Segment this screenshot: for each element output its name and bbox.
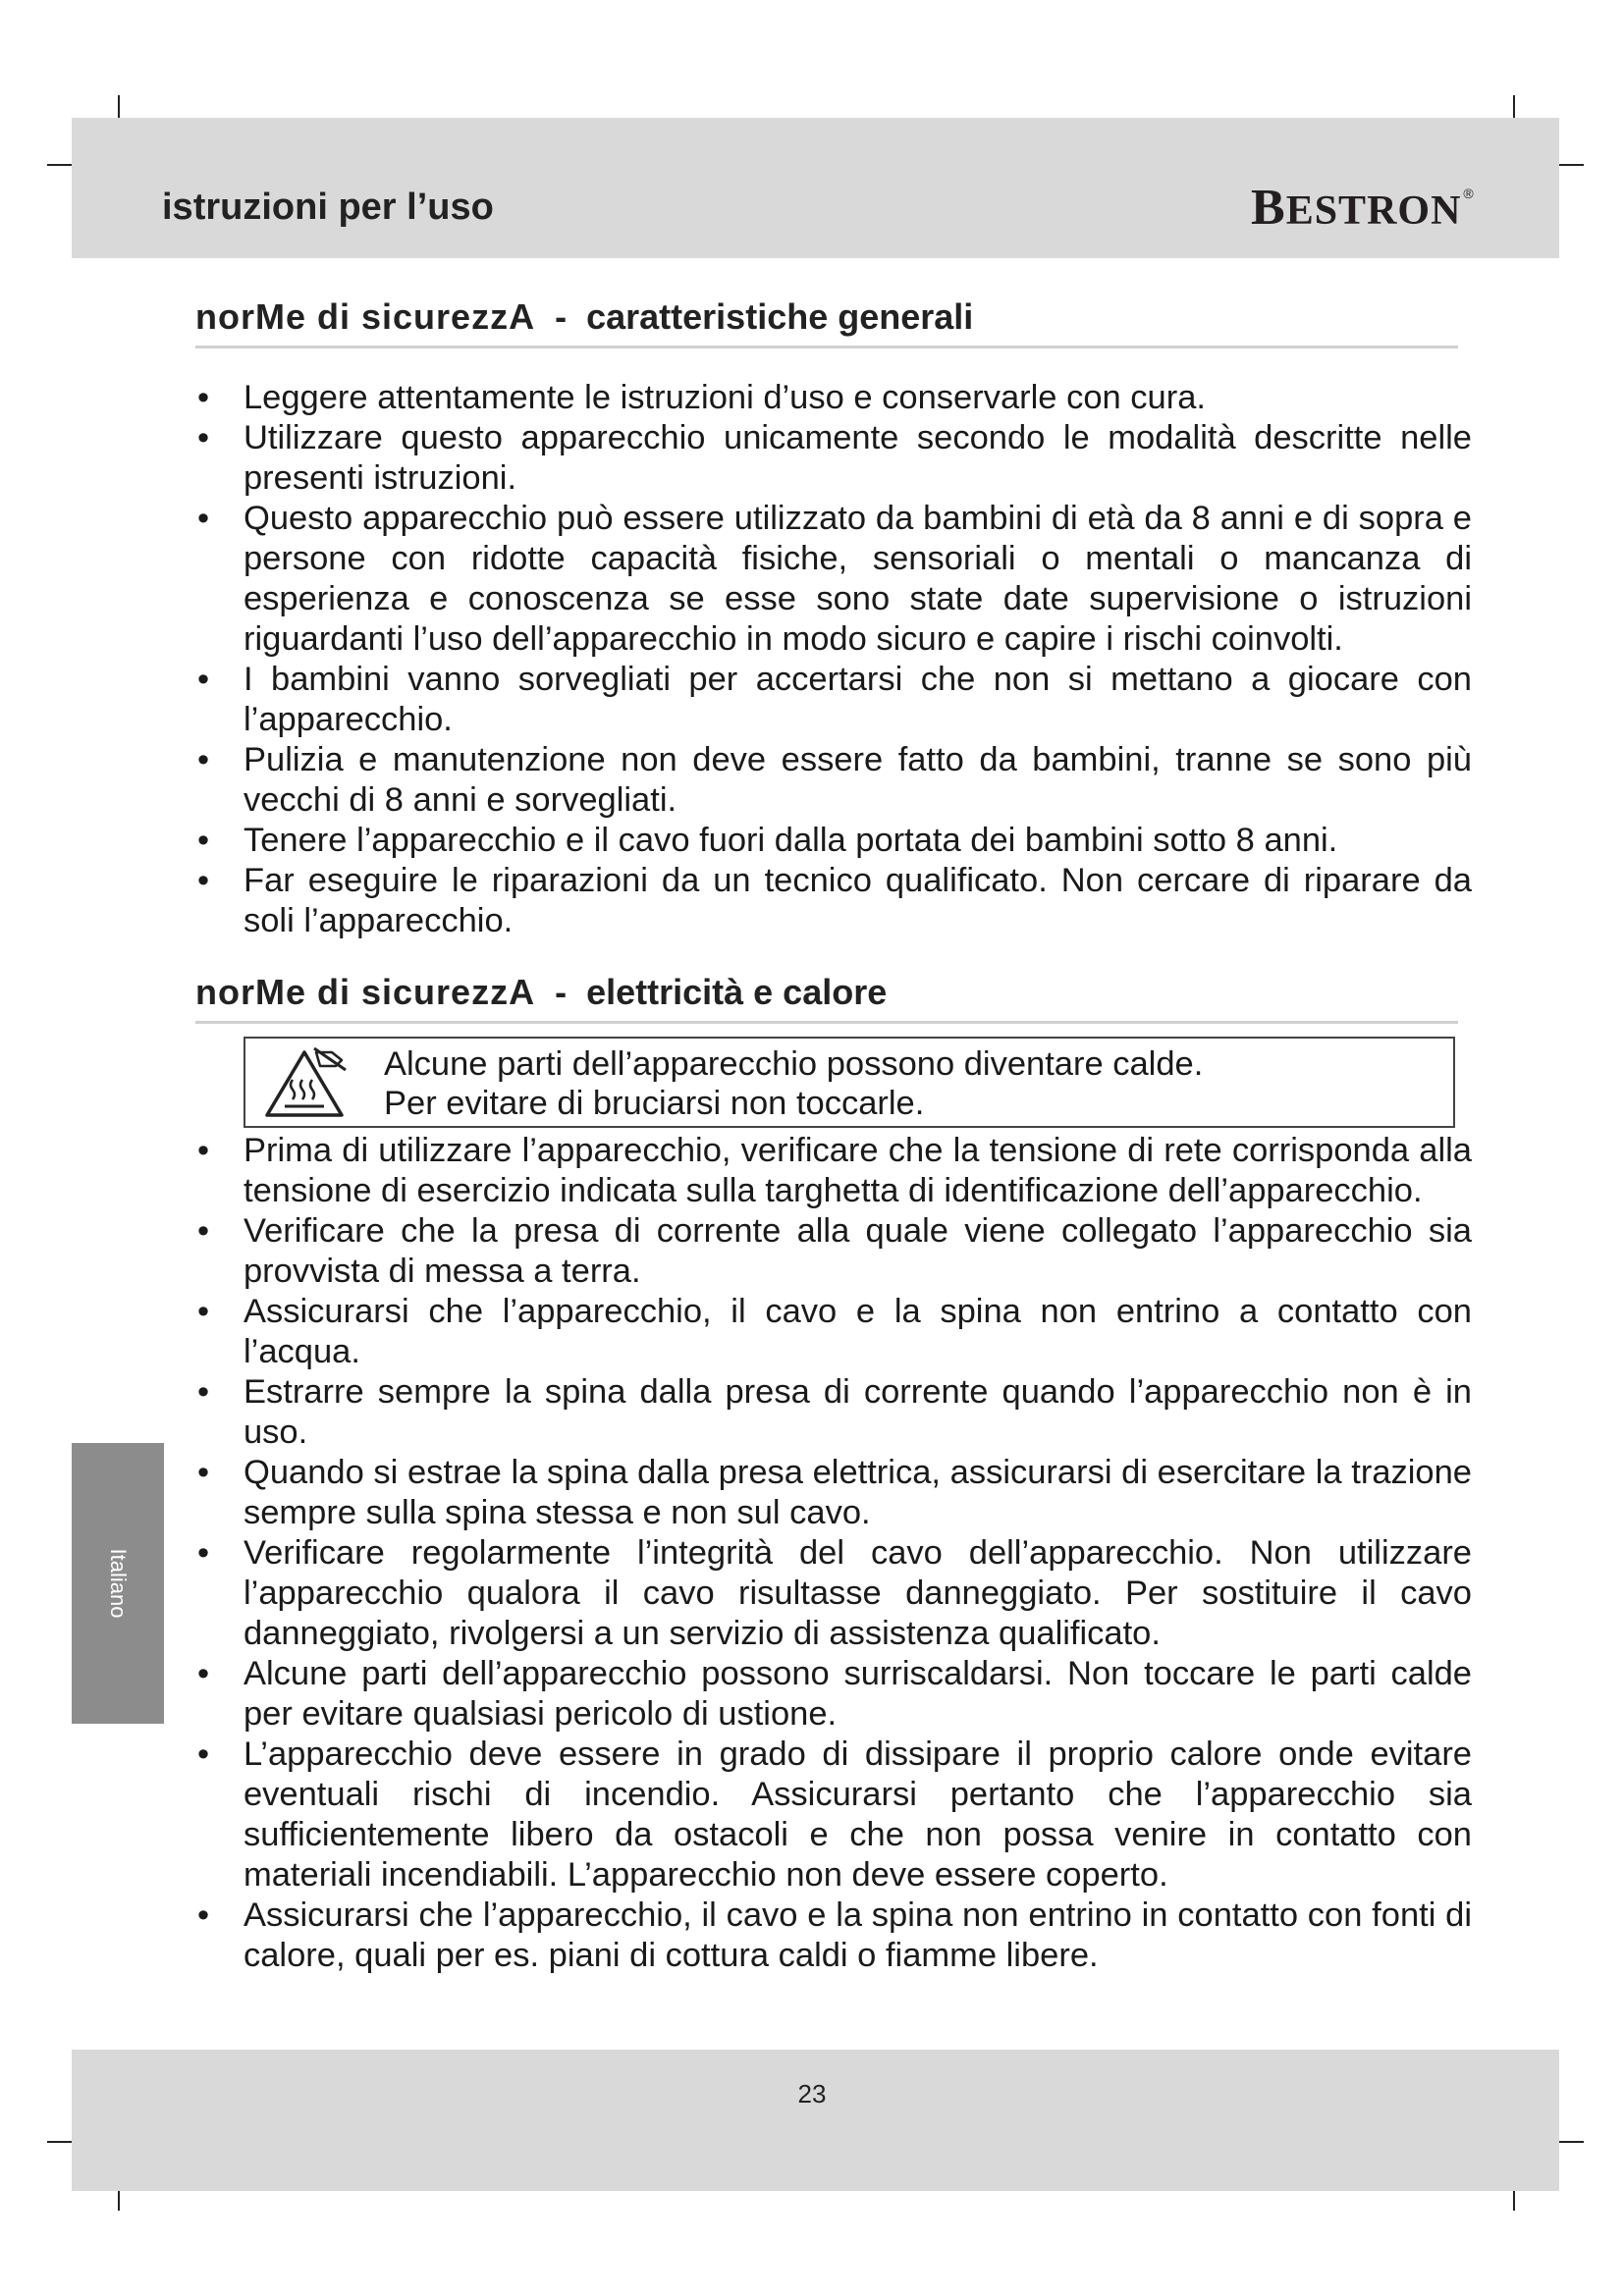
list-item: • Far eseguire le riparazioni da un tecnico qualificato. Non cercare di riparare da soli l’apparecchio. [195, 861, 1472, 941]
list-item: • Alcune parti dell’apparecchio possono surriscaldarsi. Non toccare le parti calde per evitare qualsiasi pericolo di ustione. [195, 1654, 1472, 1735]
bestron-logo: BESTRON ® [1251, 180, 1475, 236]
list-item: • Pulizia e manutenzione non deve essere fatto da bambini, tranne se sono più vecchi di 8 anni e sorvegliati. [195, 740, 1472, 821]
list-item: • Verificare che la presa di corrente alla quale viene collegato l’apparecchio sia provvista di messa a terra. [195, 1211, 1472, 1292]
hot-surface-warning-icon [259, 1044, 348, 1121]
hot-surface-warning-box [244, 1037, 1455, 1128]
list-item: • Quando si estrae la spina dalla presa elettrica, assicurarsi di esercitare la trazione sempre sulla spina stessa e non sul cavo. [195, 1453, 1472, 1533]
section-title-text: elettricità e calore [586, 972, 888, 1012]
list-item: • Tenere l’apparecchio e il cavo fuori dalla portata dei bambini sotto 8 anni. [195, 821, 1472, 861]
section-title-deco: norMe di sicurezzA [195, 972, 536, 1012]
language-tab-label: Italiano [106, 1548, 131, 1619]
section-divider [195, 1021, 1458, 1024]
list-item: • Utilizzare questo apparecchio unicamente secondo le modalità descritte nelle presenti istruzioni. [195, 418, 1472, 499]
section-title-deco: norMe di sicurezzA [195, 296, 536, 337]
footer-band [72, 2050, 1559, 2191]
general-safety-list [195, 378, 1472, 941]
list-item: • Estrarre sempre la spina dalla presa di corrente quando l’apparecchio non è in uso. [195, 1372, 1472, 1453]
section-title-general [195, 296, 973, 338]
list-item: • Questo apparecchio può essere utilizzato da bambini di età da 8 anni e di sopra e persone con ridotte capacità fisiche, sensoriali o mentali o mancanza di esperienza e conoscenza se esse sono state date supervisione o istruzioni riguardanti l’uso dell’apparecchio in modo sicuro e capire i rischi coinvolti. [195, 499, 1472, 660]
list-item: • Leggere attentamente le istruzioni d’uso e conservarle con cura. [195, 378, 1472, 418]
page-number: 23 [797, 2079, 827, 2109]
section-title-separator: - [555, 972, 568, 1012]
warning-text [384, 1044, 1203, 1123]
list-item: • Assicurarsi che l’apparecchio, il cavo e la spina non entrino a contatto con l’acqua. [195, 1292, 1472, 1372]
list-item: • Assicurarsi che l’apparecchio, il cavo e la spina non entrino in contatto con fonti di calore, quali per es. piani di cottura caldi o fiamme libere. [195, 1896, 1472, 1976]
list-item: • L’apparecchio deve essere in grado di dissipare il proprio calore onde evitare eventuali rischi di incendio. Assicurarsi pertanto che l’apparecchio sia sufficientemente libero da ostacoli e che non possa venire in contatto con materiali incendiabili. L’apparecchio non deve essere coperto. [195, 1735, 1472, 1896]
warning-line: Per evitare di bruciarsi non toccarle. [384, 1085, 925, 1122]
section-title-separator: - [555, 296, 568, 337]
list-item: • I bambini vanno sorvegliati per accertarsi che non si mettano a giocare con l’apparecchio. [195, 660, 1472, 740]
language-tab [72, 1443, 164, 1724]
list-item: • Prima di utilizzare l’apparecchio, verificare che la tensione di rete corrisponda alla tensione di esercizio indicata sulla targhetta di identificazione dell’apparecchio. [195, 1131, 1472, 1211]
page-title: istruzioni per l’uso [162, 187, 494, 228]
section-divider [195, 346, 1458, 348]
warning-line: Alcune parti dell’apparecchio possono diventare calde. [384, 1045, 1204, 1083]
list-item: • Verificare regolarmente l’integrità del cavo dell’apparecchio. Non utilizzare l’apparecchio qualora il cavo risultasse danneggiato. Per sostituire il cavo danneggiato, rivolgersi a un servizio di assistenza qualificato. [195, 1533, 1472, 1654]
electrical-safety-list [195, 1131, 1472, 1976]
section-title-electricity [195, 972, 887, 1013]
section-title-text: caratteristiche generali [586, 296, 974, 337]
